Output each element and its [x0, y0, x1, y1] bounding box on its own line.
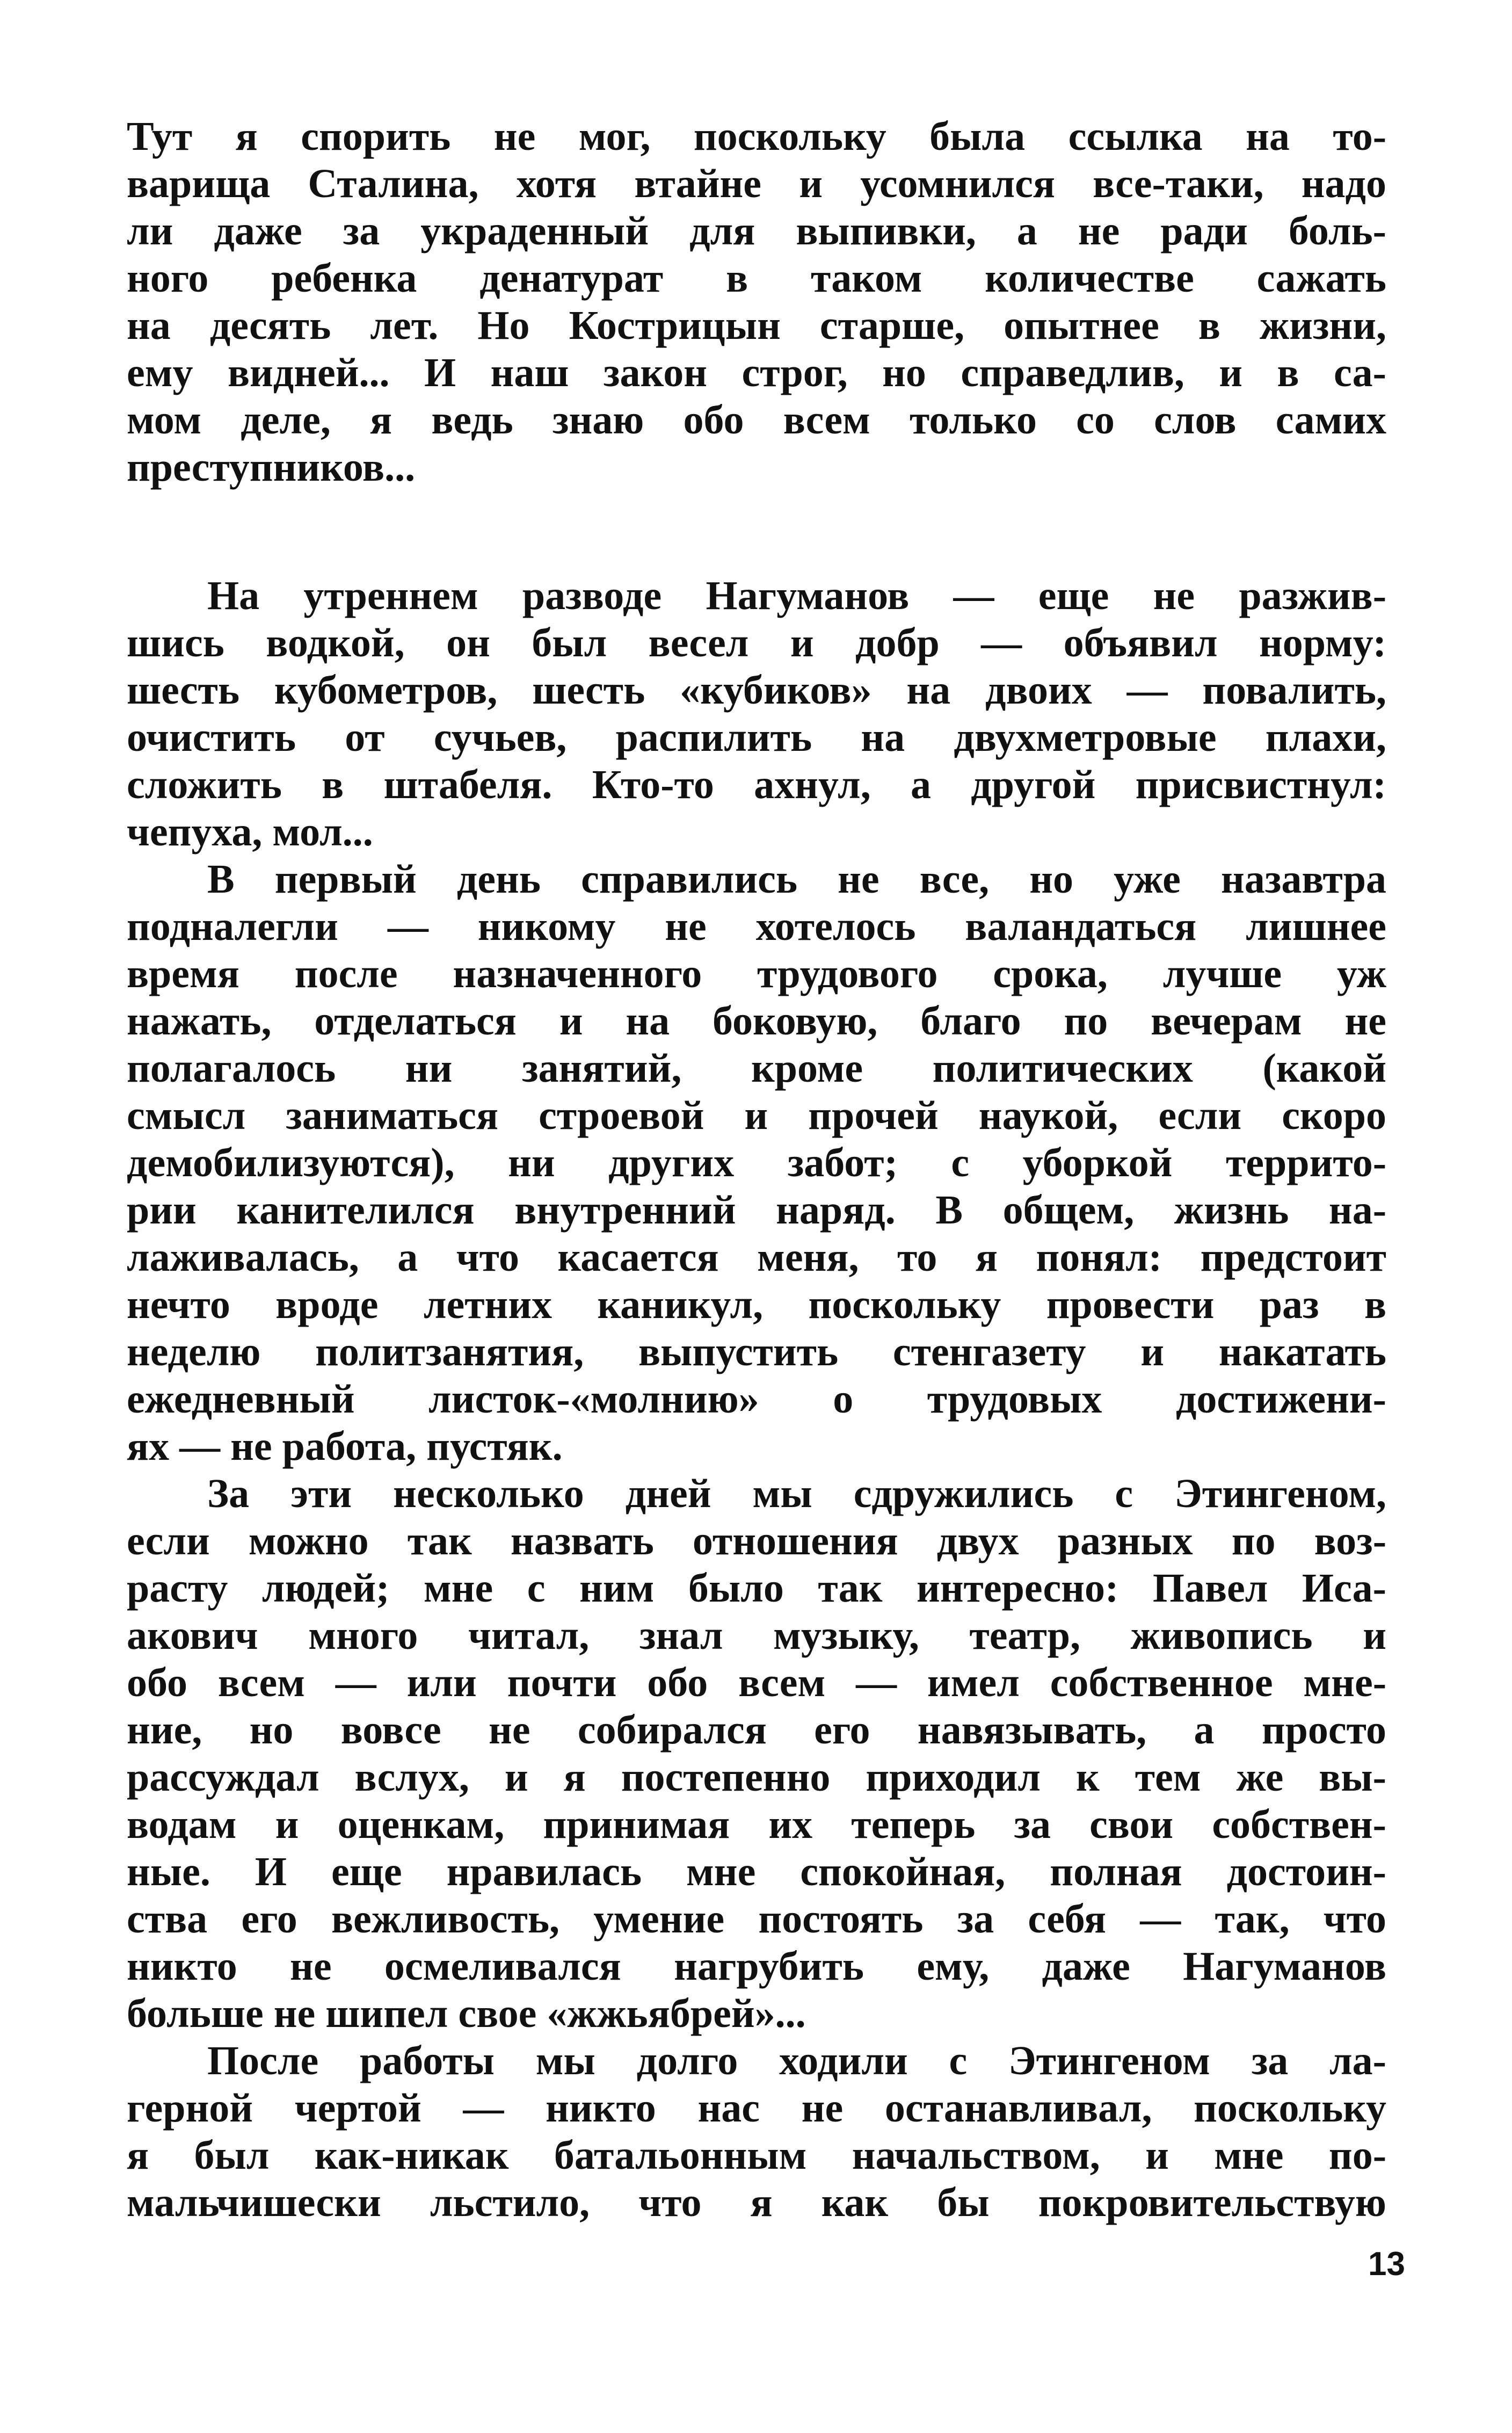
text-line: Тут я спорить не мог, поскольку была ссылка на то- [127, 114, 1386, 159]
text-line: мальчишески льстило, что я как бы покровительствую [127, 2180, 1386, 2225]
text-line: я был как-никак батальонным начальством, и мне по- [127, 2133, 1386, 2178]
text-line: чепуха, мол... [127, 809, 373, 855]
text-line: ные. И еще нравилась мне спокойная, полная достоин- [127, 1849, 1386, 1894]
paragraph-start-line: В первый день справились не все, но уже назавтра [207, 857, 1386, 902]
text-line: рассуждал вслух, и я постепенно приходил к тем же вы- [127, 1755, 1386, 1800]
text-line: время после назначенного трудового срока, лучше уж [127, 951, 1386, 996]
text-line: ние, но вовсе не собирался его навязывать, а просто [127, 1707, 1386, 1753]
page-number: 13 [1368, 2246, 1405, 2283]
text-line: подналегли — никому не хотелось валандаться лишнее [127, 904, 1386, 949]
paragraph-start-line: За эти несколько дней мы сдружились с Этингеном, [207, 1471, 1386, 1516]
text-line: ства его вежливость, умение постоять за себя — так, что [127, 1896, 1386, 1942]
text-line: водам и оценкам, принимая их теперь за свои собствен- [127, 1802, 1386, 1847]
text-line: больше не шипел свое «жжьябрей»... [127, 1991, 806, 2036]
text-line: ях — не работа, пустяк. [127, 1424, 563, 1469]
text-line: ли даже за украденный для выпивки, а не ради боль- [127, 208, 1386, 254]
text-line: шесть кубометров, шесть «кубиков» на двоих — повалить, [127, 668, 1386, 713]
text-line: демобилизуются), ни других забот; с уборкой террито- [127, 1140, 1386, 1185]
text-line: ежедневный листок-«молнию» о трудовых достижени- [127, 1377, 1386, 1422]
text-line: сложить в штабеля. Кто-то ахнул, а другой присвистнул: [127, 762, 1386, 807]
paragraph-start-line: После работы мы долго ходили с Этингеном за ла- [207, 2038, 1386, 2083]
text-line: расту людей; мне с ним было так интересно: Павел Иса- [127, 1566, 1386, 1611]
text-line: лаживалась, а что касается меня, то я понял: предстоит [127, 1235, 1386, 1280]
text-line: нажать, отделаться и на боковую, благо по вечерам не [127, 998, 1386, 1044]
text-line: варища Сталина, хотя втайне и усомнился все-таки, надо [127, 161, 1386, 206]
text-line: нечто вроде летних каникул, поскольку провести раз в [127, 1282, 1386, 1327]
text-line: на десять лет. Но Кострицын старше, опытнее в жизни, [127, 303, 1386, 348]
text-line: мом деле, я ведь знаю обо всем только со слов самих [127, 397, 1386, 443]
text-line: акович много читал, знал музыку, театр, живопись и [127, 1613, 1386, 1658]
text-line: никто не осмеливался нагрубить ему, даже Нагуманов [127, 1944, 1386, 1989]
text-line: очистить от сучьев, распилить на двухметровые плахи, [127, 715, 1386, 760]
text-line: герной чертой — никто нас не останавливал, поскольку [127, 2086, 1386, 2131]
text-line: шись водкой, он был весел и добр — объявил норму: [127, 620, 1386, 665]
text-line: смысл заниматься строевой и прочей наукой, если скоро [127, 1093, 1386, 1138]
text-line: ему видней... И наш закон строг, но справедлив, и в са- [127, 350, 1386, 395]
text-block-top [127, 113, 1386, 491]
text-line: неделю политзанятия, выпустить стенгазету и накатать [127, 1329, 1386, 1374]
text-line: полагалось ни занятий, кроме политических (какой [127, 1046, 1386, 1091]
text-line: обо всем — или почти обо всем — имел собственное мне- [127, 1660, 1386, 1705]
text-line: рии канителился внутренний наряд. В общем, жизнь на- [127, 1187, 1386, 1233]
text-block-main [127, 572, 1386, 2226]
text-line: преступников... [127, 445, 416, 490]
paragraph-start-line: На утреннем разводе Нагуманов — еще не разжив- [207, 573, 1386, 618]
text-line: если можно так назвать отношения двух разных по воз- [127, 1518, 1386, 1563]
text-line: ного ребенка денатурат в таком количестве сажать [127, 256, 1386, 301]
